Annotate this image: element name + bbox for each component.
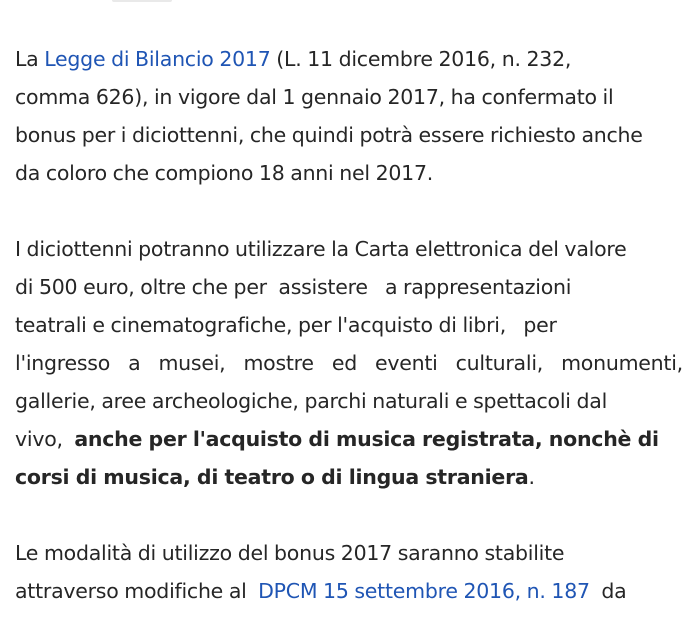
dpcm-link[interactable]: DPCM 15 settembre 2016, n. 187 [258, 579, 590, 603]
word: musei, [158, 351, 226, 375]
paragraph-legge-bilancio [15, 40, 683, 192]
text-span: La [15, 47, 45, 71]
word: l'ingresso [15, 351, 111, 375]
text-line: da coloro che compiono 18 anni nel 2017. [15, 161, 434, 185]
paragraph-carta-elettronica [15, 230, 683, 496]
word: eventi [375, 351, 438, 375]
text-line [15, 420, 683, 458]
text-line: comma 626), in vigore dal 1 gennaio 2017, ha confermato il [15, 85, 614, 109]
text-line: Le modalità di utilizzo del bonus 2017 saranno stabilite [15, 541, 565, 565]
text-line: I diciottenni potranno utilizzare la Carta elettronica del valore [15, 237, 627, 261]
text-line [15, 458, 683, 496]
text-line [15, 572, 683, 610]
text-span: vivo, [15, 427, 75, 451]
word: ed [331, 351, 357, 375]
text-span: attraverso modifiche al [15, 579, 259, 603]
text-span: (L. 11 dicembre 2016, n. 232, [270, 47, 572, 71]
text-line: bonus per i diciottenni, che quindi potrà essere richiesto anche [15, 123, 643, 147]
text-span: da [589, 579, 627, 603]
justified-text-line [15, 344, 683, 382]
bold-emphasis: anche per l'acquisto di musica registrata, nonchè di [74, 427, 659, 451]
text-line [15, 40, 683, 78]
word: culturali, [455, 351, 544, 375]
cropped-text-fragment [112, 0, 172, 2]
word: a [128, 351, 141, 375]
text-line: teatrali e cinematografiche, per l'acquisto di libri, per [15, 313, 557, 337]
word: monumenti, [561, 351, 683, 375]
word: mostre [243, 351, 314, 375]
legge-bilancio-link[interactable]: Legge di Bilancio 2017 [44, 47, 271, 71]
article-body [15, 40, 683, 610]
text-span: . [528, 465, 535, 489]
bold-emphasis: corsi di musica, di teatro o di lingua straniera [15, 465, 529, 489]
paragraph-modalita [15, 534, 683, 610]
text-line: gallerie, aree archeologiche, parchi naturali e spettacoli dal [15, 389, 608, 413]
text-line: di 500 euro, oltre che per assistere a rappresentazioni [15, 275, 572, 299]
